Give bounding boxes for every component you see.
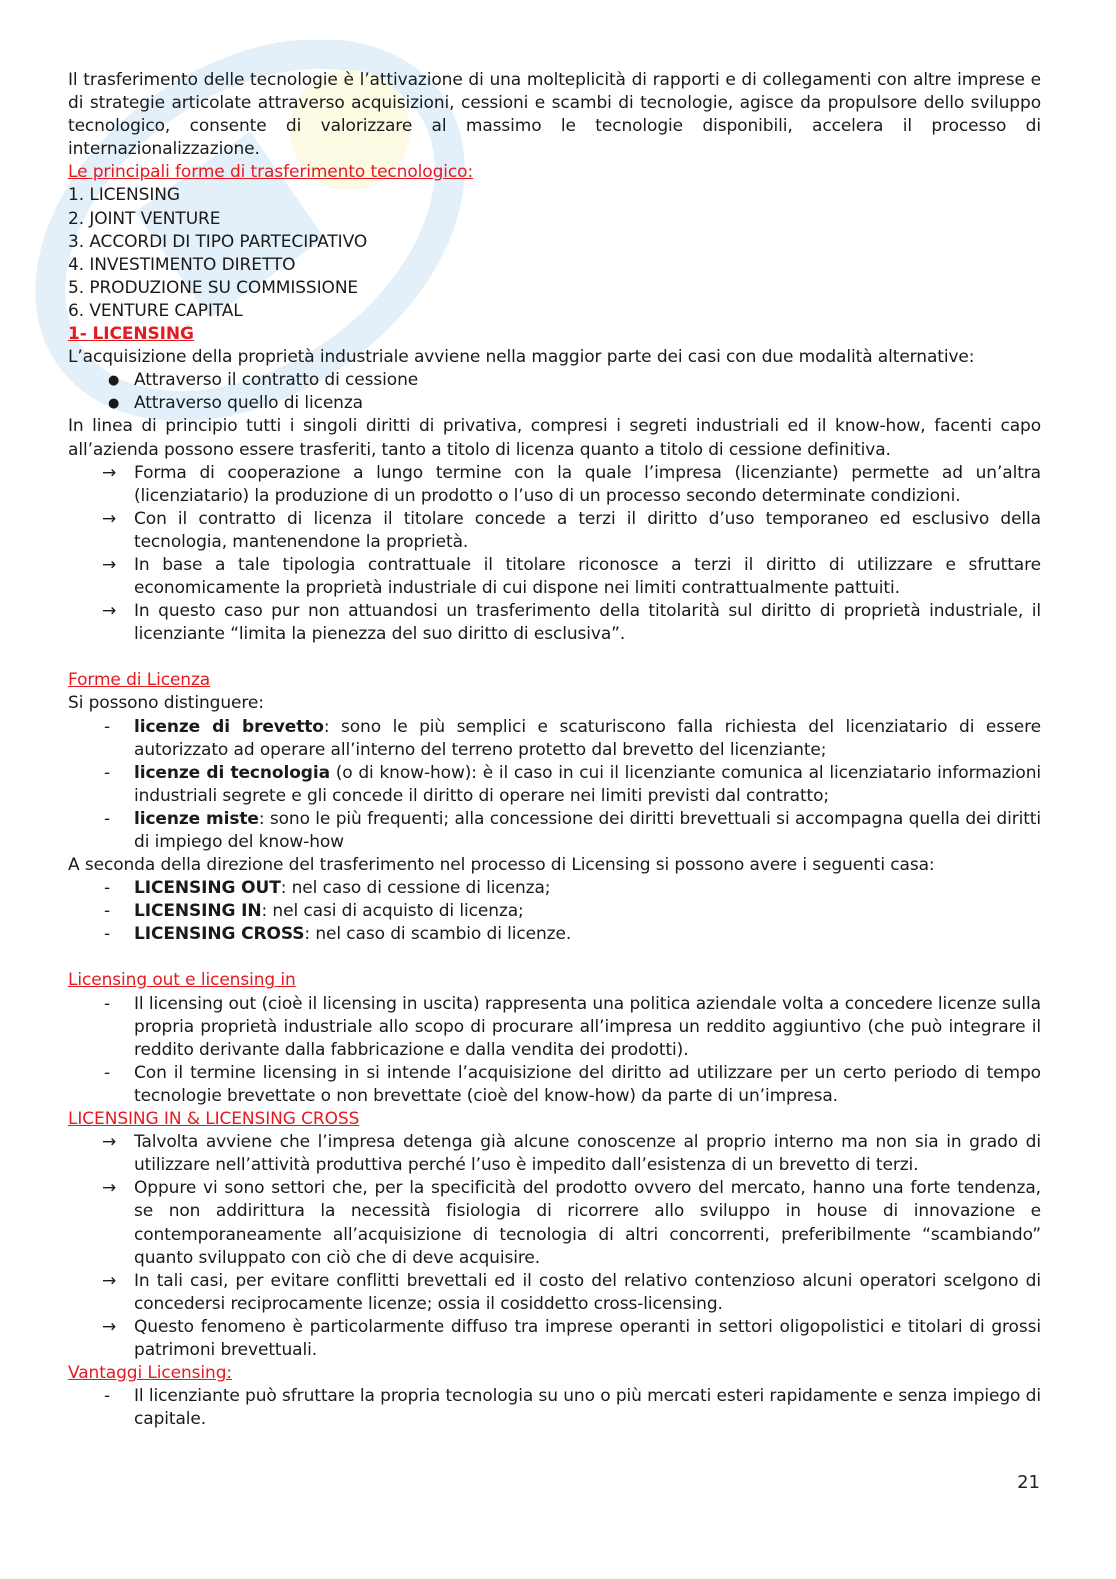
- arrow-right-icon: →: [102, 554, 117, 575]
- dash-icon: -: [104, 1062, 111, 1083]
- forms-heading: Le principali forme di trasferimento tecnologico:: [68, 162, 474, 183]
- arrow-right-icon: →: [102, 508, 117, 529]
- list-item: → Talvolta avviene che l’impresa detenga già alcune conoscenze al proprio interno ma non sia in grado di utilizzare nell’attività produttiva perché l’uso è impedito dall’esistenza di un brevetto di terzi.: [102, 1132, 1041, 1176]
- forme-heading: Forme di Licenza: [68, 670, 211, 691]
- incross-list: [68, 1131, 1041, 1362]
- list-item: → Con il contratto di licenza il titolare concede a terzi il diritto d’uso temporaneo ed esclusivo della tecnologia, mantenendone la proprietà.: [102, 508, 1041, 552]
- licensing-paragraph-2: In linea di principio tutti i singoli diritti di privativa, compresi i segreti industriali ed il know-how, facenti capo all’azienda possono essere trasferiti, tanto a titolo di licenza quanto a titolo di cessione definitiva.: [68, 416, 1041, 460]
- outin-list: [68, 993, 1041, 1108]
- forme-intro: Si possono distinguere:: [68, 693, 264, 714]
- bullet-icon: ●: [108, 396, 120, 412]
- arrow-right-icon: →: [102, 1270, 117, 1291]
- licensing-paragraph-1: L’acquisizione della proprietà industriale avviene nella maggior parte dei casi con due modalità alternative:: [68, 347, 975, 368]
- list-item: - licenze di tecnologia (o di know-how): è il caso in cui il licenziante comunica al licenziatario informazioni industriali segrete e gli concede il diritto di operare nei limiti previsti dal contratto;: [104, 762, 1041, 806]
- arrow-right-icon: →: [102, 1316, 117, 1337]
- arrow-right-icon: →: [102, 1178, 117, 1199]
- forme-list: [68, 716, 1041, 855]
- intro-paragraph: Il trasferimento delle tecnologie è l’attivazione di una molteplicità di rapporti e di collegamenti con altre imprese e di strategie articolate attraverso acquisizioni, cessioni e scambi di tecnologie, agisce da propulsore dello sviluppo tecnologico, consente di valorizzare al massimo le tecnologie disponibili, accelera il processo di internazionalizzazione.: [68, 70, 1041, 160]
- arrow-right-icon: →: [102, 1132, 117, 1153]
- incross-heading: LICENSING IN & LICENSING CROSS: [68, 1109, 360, 1130]
- form-item: 2. JOINT VENTURE: [68, 208, 221, 229]
- page-number: 21: [1017, 1472, 1040, 1493]
- form-item: 3. ACCORDI DI TIPO PARTECIPATIVO: [68, 231, 368, 252]
- list-item: - Con il termine licensing in si intende l’acquisizione del diritto ad utilizzare per un certo periodo di tempo tecnologie brevettate o non brevettate (cioè del know-how) da parte di un’impresa.: [104, 1062, 1041, 1106]
- vantaggi-list: [68, 1385, 1041, 1431]
- dash-icon: -: [104, 878, 111, 899]
- list-item: → Forma di cooperazione a lungo termine con la quale l’impresa (licenziante) permette ad un’altra (licenziatario) la produzione di un prodotto o l’uso di un processo secondo determinate condizioni.: [102, 462, 1041, 506]
- arrow-list-1: [68, 462, 1041, 647]
- list-item: - LICENSING CROSS: nel caso di scambio di licenze.: [68, 923, 1041, 946]
- form-item: 4. INVESTIMENTO DIRETTO: [68, 254, 296, 275]
- list-item: ● Attraverso il contratto di cessione: [68, 369, 1041, 392]
- list-item: → Questo fenomeno è particolarmente diffuso tra imprese operanti in settori oligopolistici e titolari di grossi patrimoni brevettuali.: [102, 1316, 1041, 1360]
- form-item: 5. PRODUZIONE SU COMMISSIONE: [68, 277, 359, 298]
- dash-icon: -: [104, 808, 111, 829]
- direction-intro: A seconda della direzione del trasferimento nel processo di Licensing si possono avere i seguenti casa:: [68, 855, 935, 876]
- form-item: 1. LICENSING: [68, 185, 180, 206]
- list-item: → In questo caso pur non attuandosi un trasferimento della titolarità sul diritto di proprietà industriale, il licenziante “limita la pienezza del suo diritto di esclusiva”.: [102, 601, 1041, 645]
- bullet-icon: ●: [108, 373, 120, 389]
- modes-list: [68, 369, 1041, 415]
- dash-icon: -: [104, 924, 111, 945]
- dash-icon: -: [104, 716, 111, 737]
- licensing-heading: 1- LICENSING: [68, 324, 194, 345]
- vantaggi-heading: Vantaggi Licensing:: [68, 1363, 233, 1384]
- list-item: ● Attraverso quello di licenza: [68, 392, 1041, 415]
- outin-heading: Licensing out e licensing in: [68, 970, 296, 991]
- dash-icon: -: [104, 993, 111, 1014]
- list-item: - LICENSING IN: nel casi di acquisto di licenza;: [68, 900, 1041, 923]
- direction-list: [68, 877, 1041, 946]
- arrow-right-icon: →: [102, 462, 117, 483]
- dash-icon: -: [104, 1386, 111, 1407]
- list-item: → In base a tale tipologia contrattuale il titolare riconosce a terzi il diritto di utilizzare e sfruttare economicamente la proprietà industriale di cui dispone nei limiti contrattualmente pattuiti.: [102, 554, 1041, 599]
- list-item: - licenze miste: sono le più frequenti; alla concessione dei diritti brevettuali si accompagna quella dei diritti di impiego del know-how: [104, 808, 1041, 852]
- list-item: - Il licenziante può sfruttare la propria tecnologia su uno o più mercati esteri rapidamente e senza impiego di capitale.: [104, 1386, 1041, 1430]
- dash-icon: -: [104, 762, 111, 783]
- document-page: [68, 69, 1041, 1431]
- list-item: → Oppure vi sono settori che, per la specificità del prodotto ovvero del mercato, hanno una forte tendenza, se non addirittura la necessità fisiologia di ricorrere allo sviluppo in house di innovazione e contemporaneamente all’acquisizione di tecnologia di altri concorrenti, preferibilmente “scambiando” quanto sviluppato con ciò che di deve acquisire.: [102, 1178, 1041, 1268]
- list-item: - licenze di brevetto: sono le più semplici e scaturiscono falla richiesta del licenziatario di essere autorizzato ad operare all’interno del terreno protetto dal brevetto del licenziante;: [104, 716, 1041, 760]
- list-item: - LICENSING OUT: nel caso di cessione di licenza;: [68, 877, 1041, 900]
- dash-icon: -: [104, 901, 111, 922]
- arrow-right-icon: →: [102, 601, 117, 622]
- form-item: 6. VENTURE CAPITAL: [68, 300, 243, 321]
- list-item: → In tali casi, per evitare conflitti brevettali ed il costo del relativo contenzioso alcuni operatori scelgono di concedersi reciprocamente licenze; ossia il cosiddetto cross-licensing.: [102, 1270, 1041, 1314]
- list-item: - Il licensing out (cioè il licensing in uscita) rappresenta una politica aziendale volta a concedere licenze sulla propria proprietà industriale allo scopo di procurare all’impresa un reddito aggiuntivo (che può integrare il reddito derivante dalla fabbricazione e dalla vendita dei prodotti).: [104, 993, 1041, 1060]
